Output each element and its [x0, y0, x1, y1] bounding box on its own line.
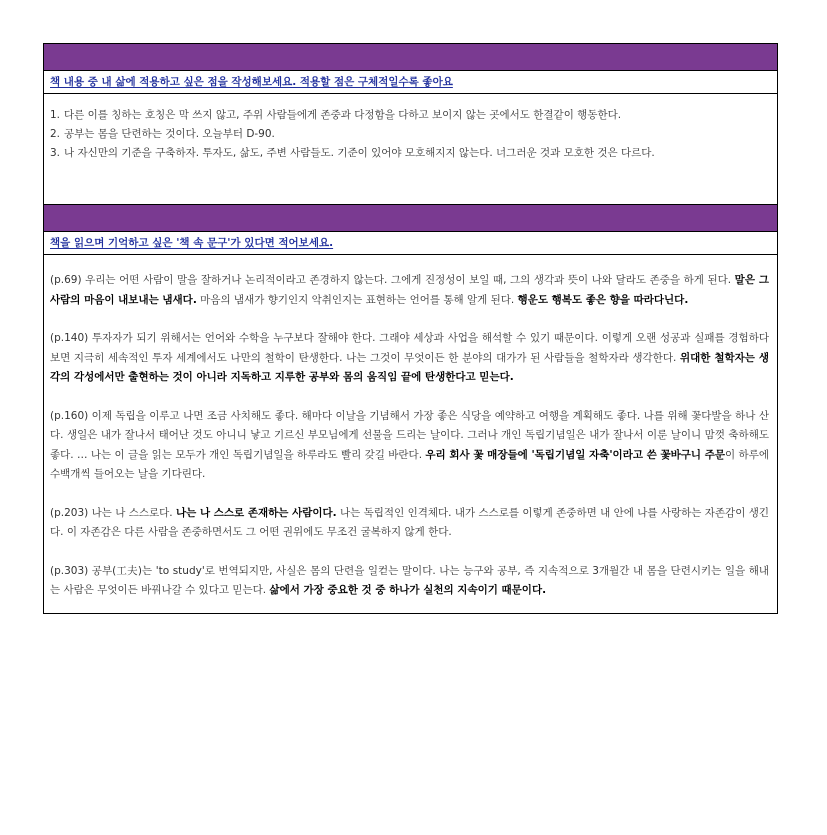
list-item	[50, 125, 767, 144]
quote-text: 이 하루에 수백개씩 들어오는 날을 기다린다.	[50, 448, 769, 480]
apply-answer-list	[44, 94, 777, 204]
quote-paragraph	[50, 271, 769, 310]
quotes-body	[44, 255, 777, 613]
item-number: 3.	[50, 147, 61, 159]
quote-text: (p.160) 이제 독립을 이루고 나면 조금 사치해도 좋다. 해마다 이날을 기념해서 가장 좋은 식당을 예약하고 여행을 계획해도 좋다. 나를 위해 꽃다발을 하나 산다. 생일은 내가 잘나서 태어난 것도 아니니 낳고 기르신 부모님에게 선물을 드리는 날이다. 그러나 개인 독립기념일은 내가 잘나서 이룬 날이니 맘껏 축하해도 좋다. … 나는 이 글을 읽는 모두가 개인 독립기념일을 하루라도 빨리 갖길 바란다.	[50, 409, 769, 461]
reading-worksheet	[43, 43, 778, 614]
item-text: 공부는 몸을 단련하는 것이다. 오늘부터 D-90.	[64, 128, 275, 140]
quote-highlight: 행운도 행복도 좋은 향을 따라다닌다.	[517, 293, 689, 306]
item-text: 나 자신만의 기준을 구축하자. 투자도, 삶도, 주변 사람들도. 기준이 있어야 모호해지지 않는다. 너그러운 것과 모호한 것은 다르다.	[64, 147, 655, 159]
item-number: 2.	[50, 128, 61, 140]
quote-text: 마음의 냄새가 향기인지 악취인지는 표현하는 언어를 통해 알게 된다.	[196, 293, 518, 306]
quote-highlight: 나는 나 스스로 존재하는 사람이다.	[175, 506, 337, 519]
quote-text: 나는 독립적인 인격체다. 내가 스스로를 이렇게 존중하면 내 안에 나를 사랑하는 자존감이 생긴다. 이 자존감은 다른 사람을 존중하면서도 그 어떤 권위에도 무조건 굴복하지 않게 한다.	[50, 506, 769, 538]
apply-question-prompt: 책 내용 중 내 삶에 적용하고 싶은 점을 작성해보세요. 적용할 점은 구체적일수록 좋아요	[44, 70, 777, 94]
item-text: 다른 이를 칭하는 호칭은 막 쓰지 않고, 주위 사람들에게 존중과 다정함을 다하고 보이지 않는 곳에서도 한결같이 행동한다.	[64, 109, 622, 121]
quote-paragraph	[50, 329, 769, 388]
quote-highlight: 위대한 철학자는 생각의 각성에서만 출현하는 것이 아니라 지독하고 지루한 공부와 몸의 움직임 끝에 탄생한다고 믿는다.	[50, 351, 769, 383]
quotes-question-prompt: 책을 읽으며 기억하고 싶은 '책 속 문구'가 있다면 적어보세요.	[44, 231, 777, 255]
quote-paragraph	[50, 407, 769, 485]
quote-text: (p.69) 우리는 어떤 사람이 말을 잘하거나 논리적이라고 존경하지 않는다. 그에게 진정성이 보일 때, 그의 생각과 뜻이 나와 달라도 존중을 하게 된다.	[50, 274, 735, 286]
list-item	[50, 144, 767, 163]
list-item	[50, 106, 767, 125]
section-header-bar	[44, 44, 777, 70]
item-number: 1.	[50, 109, 61, 121]
quotes-section	[44, 204, 777, 613]
quote-highlight: 삶에서 가장 중요한 것 중 하나가 실천의 지속이기 때문이다.	[269, 584, 547, 596]
quote-highlight: 말은 그 사람의 마음이 내보내는 냄새다.	[50, 274, 769, 306]
section-header-bar	[44, 205, 777, 231]
quote-paragraph	[50, 562, 769, 601]
quote-text: (p.203) 나는 나 스스로다.	[50, 506, 176, 519]
quote-text: (p.303) 공부(工夫)는 'to study'로 번역되지만, 사실은 몸의 단련을 일컫는 말이다. 나는 능구와 공부, 즉 지속적으로 3개월간 내 몸을 단련시키는 일을 해내는 사람은 무엇이든 바꿔나갈 수 있다고 믿는다.	[50, 564, 769, 596]
quote-text: (p.140) 투자자가 되기 위해서는 언어와 수학을 누구보다 잘해야 한다. 그래야 세상과 사업을 해석할 수 있기 때문이다. 이렇게 오랜 성공과 실패를 경험하다 보면 지극히 세속적인 투자 세계에서도 나만의 철학이 탄생한다. 나는 그것이 무엇이든 한 분야의 대가가 된 사람들을 철학자라 생각한다.	[50, 332, 769, 364]
quote-highlight: 우리 회사 꽃 매장들에 '독립기념일 자축'이라고 쓴 꽃바구니 주문	[425, 448, 726, 461]
quote-paragraph	[50, 504, 769, 543]
